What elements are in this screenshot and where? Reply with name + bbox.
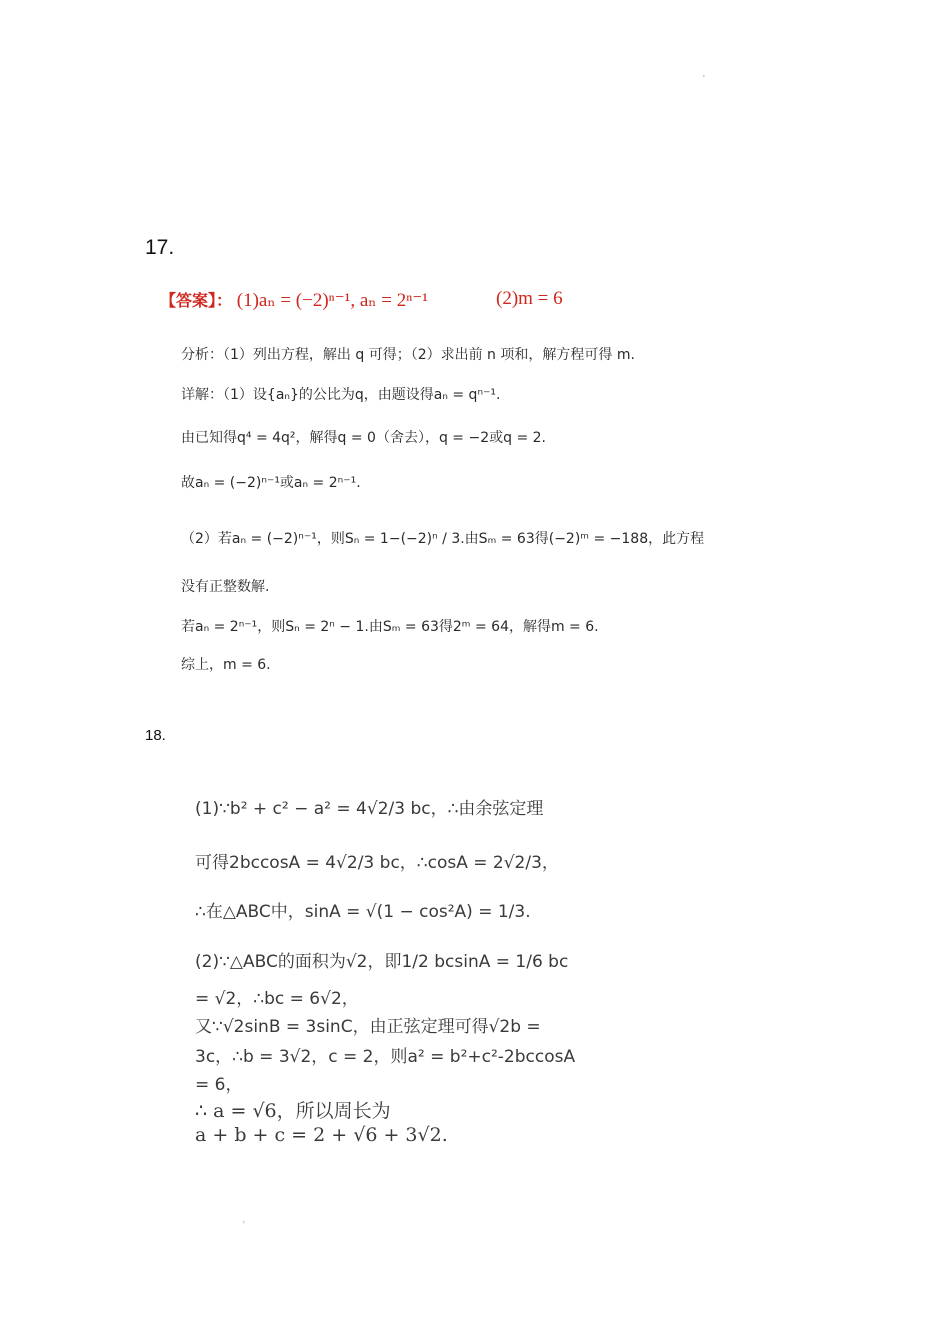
solution-17-line-8: 综上，m = 6. — [181, 657, 271, 673]
solution-18-line-10: a + b + c = 2 + √6 + 3√2. — [195, 1124, 448, 1146]
solution-18-line-4: (2)∵△ABC的面积为√2，即1/2 bcsinA = 1/6 bc — [195, 952, 569, 972]
solution-17-line-5: （2）若aₙ = (−2)ⁿ⁻¹，则Sₙ = 1−(−2)ⁿ / 3.由Sₘ = 63得(−2)ᵐ = −188，此方程 — [181, 531, 705, 547]
solution-17-line-7: 若aₙ = 2ⁿ⁻¹，则Sₙ = 2ⁿ − 1.由Sₘ = 63得2ᵐ = 64，解得m = 6. — [181, 619, 599, 635]
answer-tag: 【答案】： — [160, 291, 233, 310]
page-mark-top: ' — [703, 74, 705, 85]
solution-18-line-2: 可得2bccosA = 4√2/3 bc，∴cosA = 2√2/3， — [195, 853, 559, 873]
solution-18-line-6: 又∵√2sinB = 3sinC，由正弦定理可得√2b = — [195, 1017, 541, 1037]
solution-17-line-3: 由已知得q⁴ = 4q²，解得q = 0（舍去），q = −2或q = 2. — [181, 430, 546, 446]
solution-18-line-5: = √2，∴bc = 6√2， — [195, 989, 359, 1009]
solution-18-line-8: = 6， — [195, 1075, 243, 1095]
answer-part-1: (1)aₙ = (−2)ⁿ⁻¹, aₙ = 2ⁿ⁻¹ — [236, 290, 428, 311]
solution-18-line-1: (1)∵b² + c² − a² = 4√2/3 bc，∴由余弦定理 — [195, 799, 544, 819]
solution-17-line-4: 故aₙ = (−2)ⁿ⁻¹或aₙ = 2ⁿ⁻¹. — [181, 475, 361, 491]
solution-17-line-2: 详解：（1）设{aₙ}的公比为q，由题设得aₙ = qⁿ⁻¹. — [181, 387, 501, 403]
question-17-answer — [160, 288, 563, 312]
question-17-number: 17. — [145, 236, 175, 259]
solution-18-line-9: ∴ a = √6，所以周长为 — [195, 1100, 391, 1122]
solution-17-line-1: 分析：（1）列出方程，解出 q 可得；（2）求出前 n 项和，解方程可得 m. — [181, 347, 635, 363]
solution-18-line-3: ∴在△ABC中，sinA = √(1 − cos²A) = 1/3. — [195, 902, 531, 922]
page-mark-bottom: ' — [243, 1220, 245, 1231]
question-18-number: 18. — [145, 727, 166, 744]
solution-17-line-6: 没有正整数解. — [181, 579, 270, 595]
answer-part-2: (2)m = 6 — [496, 288, 563, 309]
solution-18-line-7: 3c，∴b = 3√2，c = 2，则a² = b²+c²-2bccosA — [195, 1047, 576, 1067]
